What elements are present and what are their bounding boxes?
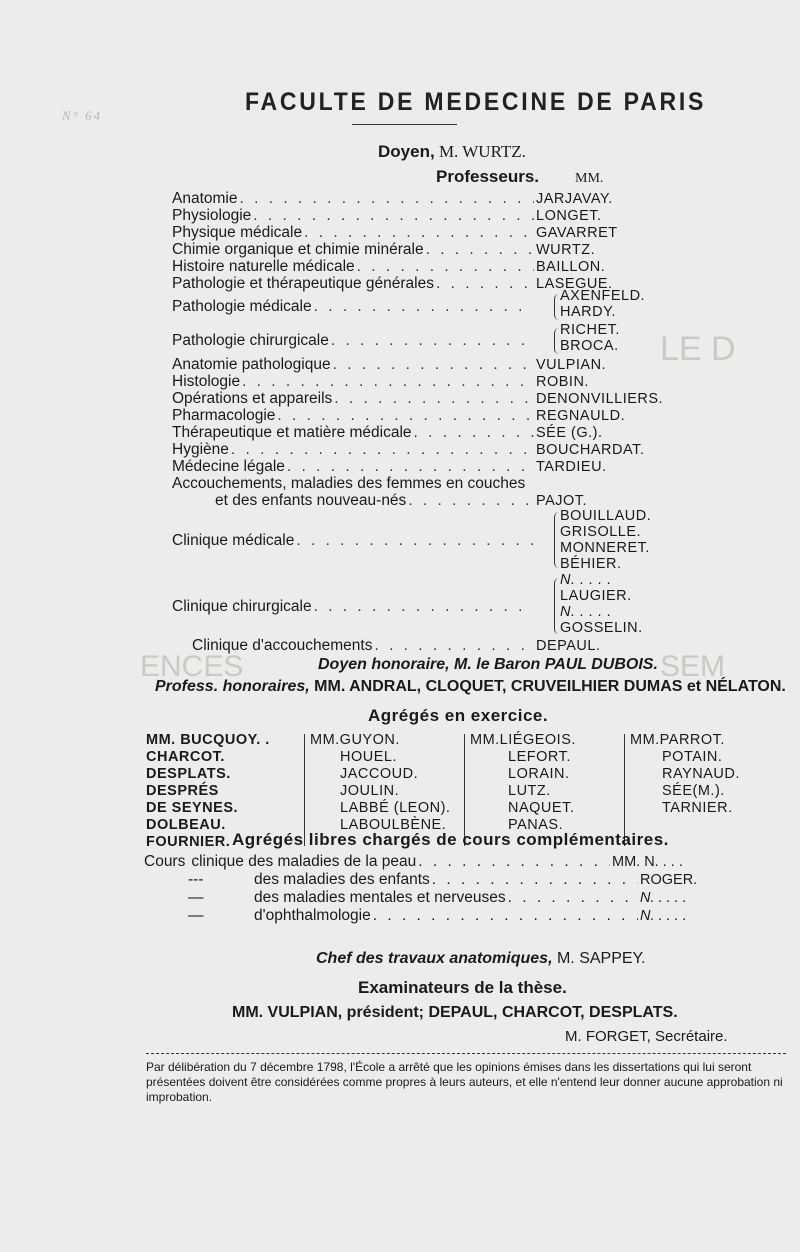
chef-travaux — [316, 950, 646, 968]
chair-name: BROCA. — [560, 338, 619, 354]
chair-name: REGNAULD. — [536, 408, 626, 424]
cours-row — [144, 871, 704, 889]
cours-row — [144, 853, 704, 871]
chair-subject: Médecine légale — [172, 458, 285, 475]
chair-subject-line1: Accouchements, maladies des femmes en couches — [172, 475, 526, 492]
chair-subject: Thérapeutique et matière médicale — [172, 424, 412, 441]
agrege-name: LEFORT. — [508, 749, 571, 765]
chair-name: BAILLON. — [536, 259, 606, 275]
chair-subject: Histologie — [172, 373, 241, 390]
agrege-name: LABBÉ (LEON). — [340, 800, 451, 816]
agrege-name: NAQUET. — [508, 800, 575, 816]
agreges-column — [630, 732, 740, 817]
chair-names — [560, 322, 620, 354]
professeurs-heading: Professeurs. — [436, 167, 539, 186]
chair-subject: Histoire naturelle médicale — [172, 258, 355, 275]
chair-subject: Chimie organique et chimie minérale — [172, 241, 424, 258]
chair-subject: Anatomie — [172, 190, 238, 207]
page-number: N° 64 — [62, 108, 103, 123]
chair-subject: Clinique médicale — [172, 532, 295, 549]
cours-prefix: Cours — [144, 853, 186, 870]
chair-name: JARJAVAY. — [536, 191, 613, 207]
chair-name: N. . . . . — [560, 604, 612, 620]
chair-row — [172, 224, 644, 242]
chair-row — [172, 258, 644, 276]
chair-name: HARDY. — [560, 304, 616, 320]
cours-prefix: --- — [188, 871, 204, 888]
examinateurs-list: MM. VULPIAN, président; DEPAUL, CHARCOT, DESPLATS. — [232, 1004, 678, 1021]
agrege-name: POTAIN. — [662, 749, 723, 765]
brace — [554, 578, 559, 634]
chair-subject: Pathologie et thérapeutique générales — [172, 275, 434, 292]
cours-row — [144, 907, 704, 925]
chair-names — [560, 288, 645, 320]
chair-name: SÉE (G.). — [536, 425, 603, 441]
chair-name: BÉHIER. — [560, 556, 622, 572]
chair-row — [172, 458, 644, 476]
cours-name: MM. N. . . . — [612, 854, 683, 870]
chair-subject: Physiologie — [172, 207, 252, 224]
cours-subject: des maladies des enfants — [254, 871, 430, 888]
chair-name: WURTZ. — [536, 242, 596, 258]
cours-subject: clinique des maladies de la peau — [191, 853, 417, 870]
chef-name: M. SAPPEY. — [556, 950, 646, 967]
chair-subject: Anatomie pathologique — [172, 356, 331, 373]
chair-subject: Pathologie médicale — [172, 298, 312, 315]
chair-subject: Pharmacologie — [172, 407, 276, 424]
chair-name: ROBIN. — [536, 374, 589, 390]
agreges-heading: Agrégés en exercice. — [368, 706, 549, 725]
agrege-name: HOUEL. — [340, 749, 397, 765]
doyen-label: Doyen, — [378, 142, 435, 161]
doyen-line — [378, 142, 526, 162]
agrege-name: LABOULBÈNE. — [340, 817, 447, 833]
chair-name: GRISOLLE. — [560, 524, 642, 540]
brace — [554, 294, 559, 320]
chair-name: PAJOT. — [536, 493, 588, 509]
chef-label: Chef des travaux anatomiques, — [316, 950, 553, 967]
title-rule — [352, 124, 457, 125]
chair-name: MONNERET. — [560, 540, 650, 556]
chair-subject: Hygiène — [172, 441, 229, 458]
cours-prefix: — — [188, 907, 204, 924]
agrege-name: DESPRÉS — [146, 783, 219, 799]
honoraires-line — [155, 678, 786, 696]
chair-subject: et des enfants nouveau-nés — [215, 492, 407, 509]
agrege-name: DE SEYNES. — [146, 800, 239, 816]
libres-heading: Agrégés libres chargés de cours complémentaires. — [232, 830, 669, 849]
footnote-rule — [146, 1053, 786, 1054]
agrege-name: LORAIN. — [508, 766, 570, 782]
agrege-name: MM. BUCQUOY. . — [146, 732, 270, 748]
chair-subject: Pathologie chirurgicale — [172, 332, 329, 349]
chair-names — [560, 572, 643, 636]
chair-row — [172, 441, 644, 459]
cours-name: N. . . . . — [640, 908, 687, 924]
agrege-name: PANAS. — [508, 817, 564, 833]
chair-name: AXENFELD. — [560, 288, 646, 304]
chair-row — [172, 356, 644, 374]
bleed-through-text: ENCES — [140, 650, 244, 683]
brace — [554, 328, 559, 354]
chair-name: LAUGIER. — [560, 588, 632, 604]
chair-row — [172, 424, 644, 442]
agrege-name: MM.GUYON. — [310, 732, 400, 748]
cours-row — [144, 889, 704, 907]
chair-row — [172, 207, 644, 225]
cours-prefix: — — [188, 889, 204, 906]
brace — [554, 512, 559, 568]
chair-name: GOSSELIN. — [560, 620, 643, 636]
chair-name: LASEGUE. — [536, 276, 613, 292]
chair-row — [192, 637, 644, 655]
cours-subject: d'ophthalmologie — [254, 907, 371, 924]
page-title: FACULTE DE MEDECINE DE PARIS — [245, 88, 707, 116]
chair-row — [172, 190, 644, 208]
chair-subject: Clinique d'accouchements — [192, 637, 373, 654]
agrege-name: DOLBEAU. — [146, 817, 226, 833]
agrege-name: FOURNIER. — [146, 834, 231, 850]
chair-name: BOUILLAUD. — [560, 508, 652, 524]
examinateurs-heading: Examinateurs de la thèse. — [358, 978, 567, 997]
bleed-through-text: SEM — [660, 650, 726, 683]
agrege-name: TARNIER. — [662, 800, 733, 816]
agrege-name: CHARCOT. — [146, 749, 225, 765]
agrege-name: MM.PARROT. — [630, 732, 725, 748]
agreges-column — [470, 732, 576, 834]
chair-name: RICHET. — [560, 322, 620, 338]
chair-name: LONGET. — [536, 208, 602, 224]
chair-name: BOUCHARDAT. — [536, 442, 645, 458]
agrege-name: LUTZ. — [508, 783, 551, 799]
cours-name: N. . . . . — [640, 890, 687, 906]
chair-names — [560, 508, 651, 572]
chair-row — [172, 373, 644, 391]
agrege-name: MM.LIÉGEOIS. — [470, 732, 576, 748]
chair-subject: Opérations et appareils — [172, 390, 333, 407]
doyen-honoraire: Doyen honoraire, M. le Baron PAUL DUBOIS. — [318, 656, 658, 673]
chair-subject: Physique médicale — [172, 224, 303, 241]
cours-name: ROGER. — [640, 872, 698, 888]
chair-subject: Clinique chirurgicale — [172, 598, 312, 615]
professeurs-mm: MM. — [575, 171, 604, 186]
chair-name: N. . . . . — [560, 572, 612, 588]
chair-name: TARDIEU. — [536, 459, 607, 475]
bleed-through-text: LE D — [660, 330, 736, 368]
chair-name: DEPAUL. — [536, 638, 601, 654]
chair-name: GAVARRET — [536, 225, 618, 241]
secretaire: M. FORGET, Secrétaire. — [565, 1028, 728, 1045]
cours-subject: des maladies mentales et nerveuses — [254, 889, 506, 906]
agrege-name: JOULIN. — [340, 783, 400, 799]
agrege-name: JACCOUD. — [340, 766, 419, 782]
chair-row — [172, 390, 664, 408]
honoraires-names: MM. ANDRAL, CLOQUET, CRUVEILHIER DUMAS et NÉLATON. — [314, 678, 786, 695]
chair-name: DENONVILLIERS. — [536, 391, 664, 407]
chair-row — [172, 241, 644, 259]
chair-row — [172, 407, 644, 425]
agrege-name: DESPLATS. — [146, 766, 231, 782]
agreges-column — [310, 732, 450, 834]
chair-name: VULPIAN. — [536, 357, 607, 373]
honoraires-label: Profess. honoraires, — [155, 678, 310, 695]
agrege-name: RAYNAUD. — [662, 766, 740, 782]
doyen-name: M. WURTZ. — [438, 142, 526, 161]
agrege-name: SÉE(M.). — [662, 783, 725, 799]
footnote: Par délibération du 7 décembre 1798, l'École a arrêté que les opinions émises dans les dissertations qui lui seront présentées doivent être considérées comme propres à leurs auteurs, et elle n'entend leur donner aucune approbation ni improbation. — [146, 1060, 783, 1104]
